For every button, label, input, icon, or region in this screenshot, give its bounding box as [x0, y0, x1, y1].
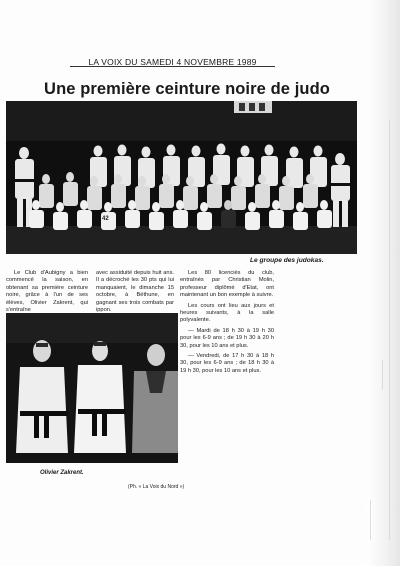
dateline: LA VOIX DU SAMEDI 4 NOVEMBRE 1989	[88, 57, 257, 67]
portrait-photo-image	[6, 313, 178, 463]
column-3-paragraph-2: Les cours ont lieu aux jours et heures suivants, à la salle polyvalente.	[180, 302, 274, 324]
dateline-bar	[70, 52, 275, 67]
group-photo-caption: Le groupe des judokas.	[250, 257, 324, 264]
column-3-paragraph-3: — Mardi de 18 h 30 à 19 h 30 pour les 6-9 ans ; de 19 h 30 à 20 h 30, pour les 10 ans et plus.	[180, 327, 274, 349]
portrait-photo	[6, 313, 178, 463]
scan-artifact	[370, 500, 371, 540]
article-title: Une première ceinture noire de judo	[44, 80, 330, 98]
column-1-text: Le Club d'Aubigny a bien commencé la saison, en obtenant sa première ceinture noire, grâce à l'un de ses élèves, Olivier Zakrent, qui s'entraîne	[6, 270, 88, 314]
scan-artifact	[382, 360, 383, 390]
group-photo	[6, 101, 357, 254]
article-column-2	[96, 270, 174, 317]
article-column-1	[6, 270, 88, 317]
portrait-photo-caption: Olivier Zakrent.	[40, 470, 84, 476]
article-column-3	[180, 270, 274, 378]
column-2-text: avec assiduité depuis huit ans. Il a décroché les 30 pts qui lui manquaient, le dimanche 15 octobre, à Béthune, en gagnant ses trois combats par ippon.	[96, 270, 174, 314]
column-3-paragraph-4: — Vendredi, de 17 h 30 à 18 h 30, pour les 6-9 ans ; de 18 h 30 à 19 h 30, pour les 10 ans et plus.	[180, 353, 274, 374]
photo-credit: (Ph. « La Voix du Nord »)	[128, 484, 185, 490]
page-fold-line	[389, 120, 390, 540]
page-edge-shadow	[366, 0, 400, 566]
jersey-number: 42	[102, 216, 109, 222]
column-3-paragraph-1: Les 80 licenciés du club, entraînés par Christian Molin, professeur diplômé d'Etat, ont maintenant un bon exemple à suivre.	[180, 270, 274, 299]
group-photo-image	[6, 101, 357, 254]
